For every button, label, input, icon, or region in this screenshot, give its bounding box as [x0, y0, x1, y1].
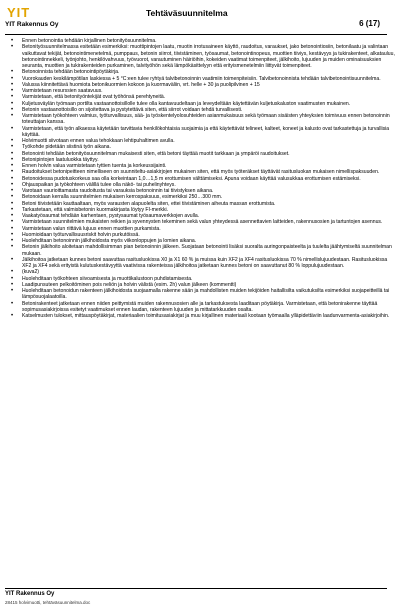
list-item-text: Työkohde pidetään siistinä työn aikana.	[22, 144, 111, 151]
list-item-text: Varmistetaan suunnitelmien mukaisten reikien ja syvennysten tekeminen sekä valun yhteydessä asennettavien laitteiden, rakennusosien ja tartuntojen asennus.	[22, 219, 383, 226]
bullet-icon: •	[11, 150, 14, 157]
bullet-icon: •	[11, 225, 14, 232]
list-item	[6, 113, 396, 126]
bullet-icon: •	[11, 188, 14, 194]
bullet-icon: •	[11, 313, 14, 319]
bullet-icon: •	[11, 75, 14, 82]
bullet-icon: •	[11, 125, 14, 132]
list-item-text: Ennen holvin valua varmistetaan tyttien tuenta ja korkeussijainti.	[22, 163, 167, 169]
list-item-text: Varmistetaan työkohteen valmius, työturvallisuus, sää- ja työskentelyolosuhteiden asianmukaisuus sekä työmaan sisäisten yhteyksien toimivuus ennen betonoinnin toteuttajan kanssa.	[22, 113, 390, 126]
list-item-text: Betonoidaan kerralla suunnitelmien mukaisen kerrospaksuus, esimerkiksi 250…300 mm.	[22, 194, 223, 201]
bullet-icon: •	[11, 200, 14, 207]
bullet-icon: •	[11, 69, 14, 76]
list-item	[6, 313, 396, 319]
bullet-icon: •	[11, 181, 14, 188]
bullet-icon: •	[11, 219, 14, 226]
bullet-icon: •	[11, 275, 14, 282]
list-item-text: Katselmusten tulokset, mittauspöytäkirjat, materiaalien toimitusasiakirjat ja muu kirjallinen materiaali kootaan työmaalla ylläpidettäviin laadunvarmenta-asiakirjoihin.	[22, 313, 390, 319]
company-logo	[5, 6, 81, 30]
list-item-text: Betonin jälkihoito aloitetaan mahdollisimman pian betonoinnin jälkeen. Suojataan betonointi lisäksi suoralta auringonpaisteelta ja tuulelta jäähtymiseltä suunnitelman mukaan.	[22, 244, 392, 257]
list-item-text: Betonoinnista tehdään betonointipöytäkirja.	[22, 69, 120, 76]
list-item-text: Betoni tiivistetään kauttaaltaan, myös varausten alapuolelta siten, ettei tiivistäminen aiheuta massan erottumista.	[22, 200, 276, 207]
list-item-text: Tarkastetaan, että valmisbetonin kuormakirjasta löytyy FI-merkki.	[22, 206, 169, 213]
bullet-icon: •	[11, 269, 14, 276]
page-number: 6 (17)	[359, 19, 380, 28]
list-item-text: Huolehditaan betonoinnin jälkihoidosta myös viikonloppujen ja lomien aikana.	[22, 238, 197, 244]
list-item-text: Raudoitukset betonipeitteen nimelliseen on suunniteltu-asiakirjojen mukainen siten, että myös työteräkset täyttävät rasitusluokan mukaisen nimellispaksuuden.	[22, 169, 380, 176]
header-divider	[5, 34, 387, 35]
bullet-icon: •	[11, 169, 14, 176]
document-body	[6, 38, 396, 586]
list-item-text: Ohjauspaikan ja työkohteen välillä tulee olla näkö- tai puhelinyhteys.	[22, 181, 176, 188]
bullet-icon: •	[11, 194, 14, 201]
bullet-icon: •	[11, 138, 14, 144]
list-item-text: Betonoidessa pudotuskorkeus saa olla korkeintaan 1,0…1,5 m erottumisen välttämiseksi. Apuna voidaan käyttää valusukkaa erottumisen estämiseksi.	[22, 175, 361, 182]
list-item	[6, 301, 396, 314]
bullet-icon: •	[11, 163, 14, 169]
list-item-text: Varotaan vaurioittamasta raudoitusta tai varauksia betonoinnin tai tiivistyksen aikana.	[22, 188, 214, 194]
list-item-text: Betonin vastaanottoisillo on sijoitettava ja pystytettävä siten, että siirrot voidaan tehdä turvallisesti.	[22, 106, 243, 113]
bullet-icon: •	[11, 300, 14, 307]
list-item-text: Varmistetaan valun riittävä lujuus ennen muottien purkamista.	[22, 225, 161, 232]
bullet-icon: •	[11, 238, 14, 244]
footer-company-name: YIT Rakennus Oy	[5, 591, 55, 597]
page-header	[0, 0, 401, 38]
list-item-text: Ennen betonointia tehdään kirjallinen betonityösuunnitelma.	[22, 38, 157, 44]
bullet-icon: •	[11, 113, 14, 119]
list-item-text: Huolehditaan betonoidun rakenteen jälkihoidosta suojaamalla rakenne sään ja mahdollisten muiden tekijöiden haitallisilta vaikutuksilta esimerkiksi suojapeitteillä tai lämpösuojalaatoilla.	[22, 288, 390, 301]
bullet-icon: •	[11, 281, 14, 288]
list-item-text: Huolehditaan työkohteen siivoamisesta ja muottikalustoon puhdistamisesta.	[22, 275, 193, 282]
list-item-text: Kuljetusväylän työmaan portilta vastaanottoisillolle tulee olla kantavuudeltaan ja leveydeltään käytettävän kuljetuskaluston vaatimusten mukainen.	[22, 100, 351, 107]
bullet-icon: •	[11, 38, 14, 44]
list-item-text: Betonityösuunnitelmassa esitetään esimerkiksi: muottipintojen laatu, muotin irrotusaineen käyttö, raudoitus, varaukset, jako betonointiosiin, betonilaatu ja valintaan vaikuttavat tekijät, betonointimenetelmä, pumppaus, betonin siirrot, tiivistäminen, työsaumat, betonointinopeus, muottien tiiviys, kestävyys ja tukirakenteet, alkatauluu, betonointinnekkeli, työnjohto, henkilövahvuus, työvuorot, varautuminen häiriöihin, kokeiden vaatimat toimenpiteet, jälkihoito, lujuuden ja muiden ominaisuuksien seuranta, muottien ja tukirakenteiden purkaminen, talvityöhön sekä lämpökäsittelyyn että erityismenetelmiin liittyvät toimenpiteet.	[22, 44, 395, 69]
logo-mark: YIT	[7, 5, 31, 20]
list-item-text: Vaakatyösaumat tehdään karhentaen, pystysaumat työsaumaverkkojen avulla.	[22, 213, 200, 219]
list-item	[6, 288, 396, 301]
footer-file-name: 28415 holvimuotti, tehtäväsuunnitelma.doc	[5, 600, 91, 605]
list-item	[6, 244, 396, 257]
list-item	[6, 44, 396, 69]
bullet-icon: •	[11, 256, 14, 263]
bullet-icon: •	[11, 206, 14, 213]
bullet-icon: •	[11, 175, 14, 182]
bullet-icon: •	[11, 106, 14, 113]
bullet-icon: •	[11, 81, 14, 88]
list-item-text: Holvimuotti siivotaan ennen valua tehokkaan lehtipuhaltimen avulla.	[22, 138, 175, 144]
list-item-text: Betonipintojen laatuluokka täyttyy.	[22, 156, 99, 163]
list-item-text: Varmistetaan, että työn alkaessa käytetään tarvittavia henkilökohtaisia suojaimia ja että käytettävät telineet, kalteet, koneet ja kalusto ovat tarkastettuja ja turvallisia käyttää.	[22, 125, 390, 138]
list-item	[6, 257, 396, 270]
bullet-icon: •	[11, 156, 14, 163]
bullet-icon: •	[11, 244, 14, 251]
bullet-icon: •	[11, 144, 14, 151]
bullet-icon: •	[11, 44, 14, 51]
document-title: Tehtäväsuunnitelma	[146, 8, 228, 18]
list-item-text: Varmistetaan resurssien saatavuus.	[22, 88, 103, 94]
instruction-list	[6, 38, 396, 319]
bullet-icon: •	[11, 100, 14, 107]
bullet-icon: •	[11, 231, 14, 238]
list-item-text: Huomioidaan työturvallisuusriskit holvin purkutöissä.	[22, 231, 140, 238]
list-item-text: Vuorokauden keskilämpötilan laskiessa + 5 °C:een tulee ryhtyä talvibetonoinnin vaatimiin toimenpiteisiin. Talvibetonoinnista tehdään talvibetonointisuunnitelma.	[22, 75, 381, 82]
bullet-icon: •	[11, 94, 14, 101]
list-item-text: Valussa kiinnitettävä huomiota betonikuormien kokoon ja kuormaväliin, vrt. helle + 30 ja puolipilvinen + 15	[22, 81, 260, 88]
logo-company-name: YIT Rakennus Oy	[5, 21, 59, 28]
list-item	[6, 126, 396, 139]
list-item-text: Betonointi tehdään betonityösuunnitelman mukaisesti siten, että betoni täyttää muotit tarkkaan ja ympäröi raudoitukset.	[22, 150, 290, 157]
bullet-icon: •	[11, 288, 14, 294]
bullet-icon: •	[11, 88, 14, 94]
list-item-text: Jälkihoitoa jatketaan kunnes betoni saavuttaa rasitusluokissa X0 ja X1 60 % ja muissa kuin XF2 ja XF4 rasitusluokissa 70 % nimellislujuudestaan. Rasitusluokissa XF2 ja XF4 sekä erityistä kulutuskestävyyttä vaativissa rakenteissa jälkihoitoa jatketaan kunnes betoni on saavuttanut 80 % loppulujuudestaan.	[22, 256, 388, 269]
footer-divider	[5, 588, 387, 589]
bullet-icon: •	[11, 213, 14, 219]
list-item-text: (kuva2)	[22, 269, 39, 276]
list-item-text: Varmistetaan, että betonityöntekijät ovat työhönsä perehtyneitä.	[22, 94, 166, 101]
list-item-text: Laadipunsuteen pelkoitöminen pois neliön ja holvin välistä (esim. 2h) valun jälkeen (kommentti)	[22, 281, 237, 288]
list-item-text: Betonirakenteet jatketaan ennen niiden peittymistä muiden rakennusosien alle ja tarkastuksesta laaditaan pöytäkirja. Varmistetaan, että betonirakenne täyttää sopimusasiakirjoissa esitetyt vaatimukset ennen laudan, rakenteen lujuuden ja mittatarkkuuden osalta.	[22, 300, 378, 313]
